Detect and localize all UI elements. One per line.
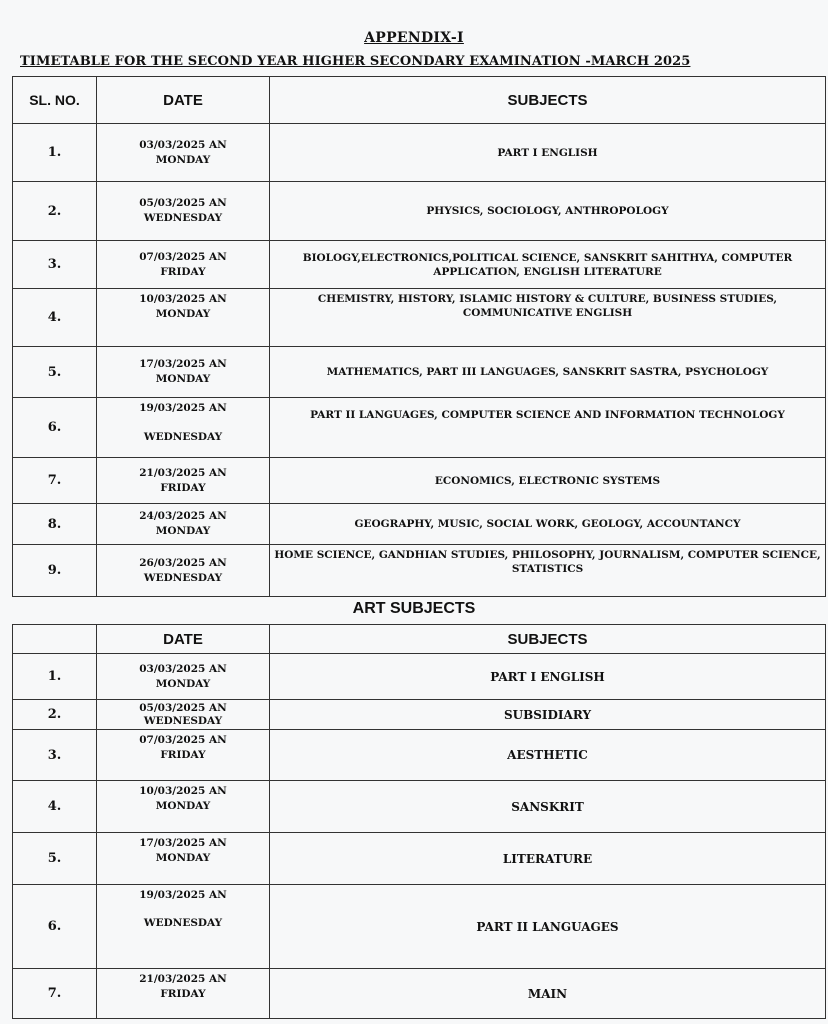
sl-number: 8. [13, 504, 97, 545]
table-row [13, 700, 826, 730]
day-text: MONDAY [155, 852, 211, 864]
subjects-cell: GEOGRAPHY, MUSIC, SOCIAL WORK, GEOLOGY, ACCOUNTANCY [270, 504, 826, 545]
subjects-cell: CHEMISTRY, HISTORY, ISLAMIC HISTORY & CULTURE, BUSINESS STUDIES, COMMUNICATIVE ENGLISH [270, 289, 826, 347]
day-text: FRIDAY [160, 481, 206, 494]
exam-date [97, 545, 270, 597]
col-header-subjects: SUBJECTS [270, 77, 826, 124]
sl-number: 2. [13, 700, 97, 730]
sl-number: 3. [13, 730, 97, 781]
date-text: 21/03/2025 AN [139, 466, 227, 479]
date-text: 07/03/2025 AN [139, 734, 227, 746]
table-row [13, 289, 826, 347]
exam-date [97, 398, 270, 458]
sl-number: 7. [13, 458, 97, 504]
subjects-cell: AESTHETIC [270, 730, 826, 781]
exam-date [97, 730, 270, 781]
day-text: MONDAY [155, 677, 211, 690]
subjects-cell: BIOLOGY,ELECTRONICS,POLITICAL SCIENCE, SANSKRIT SAHITHYA, COMPUTER APPLICATION, ENGLISH LITERATURE [270, 241, 826, 289]
subjects-cell: SANSKRIT [270, 781, 826, 833]
exam-date [97, 654, 270, 700]
subjects-cell: PART I ENGLISH [270, 654, 826, 700]
date-text: 17/03/2025 AN [139, 837, 227, 849]
date-text: 10/03/2025 AN [139, 785, 227, 797]
table-row [13, 885, 826, 969]
subjects-cell: LITERATURE [270, 833, 826, 885]
date-text: 24/03/2025 AN [139, 510, 227, 522]
day-text: WEDNESDAY [143, 212, 223, 224]
exam-date [97, 458, 270, 504]
day-text: MONDAY [155, 153, 211, 166]
subjects-cell: MATHEMATICS, PART III LANGUAGES, SANSKRIT SASTRA, PSYCHOLOGY [270, 347, 826, 398]
col-header-date: DATE [97, 77, 270, 124]
day-text: MONDAY [155, 525, 211, 537]
exam-date [97, 969, 270, 1019]
date-text: 10/03/2025 AN [139, 293, 227, 305]
exam-date [97, 885, 270, 969]
exam-date [97, 781, 270, 833]
art-subjects-heading: ART SUBJECTS [352, 600, 476, 617]
table-row [13, 458, 826, 504]
table-row [13, 124, 826, 182]
day-text: MONDAY [155, 373, 211, 385]
sl-number: 2. [13, 182, 97, 241]
exam-date [97, 833, 270, 885]
sl-number: 7. [13, 969, 97, 1019]
table-header-row [13, 77, 826, 124]
sl-number: 4. [13, 781, 97, 833]
col-header-sl [13, 625, 97, 654]
day-text: FRIDAY [160, 265, 206, 278]
table-row [13, 347, 826, 398]
document-title: TIMETABLE FOR THE SECOND YEAR HIGHER SECONDARY EXAMINATION -MARCH 2025 [20, 54, 691, 69]
day-text: WEDNESDAY [143, 571, 223, 584]
subjects-cell: PHYSICS, SOCIOLOGY, ANTHROPOLOGY [270, 182, 826, 241]
sl-number: 3. [13, 241, 97, 289]
col-header-sl: SL. NO. [13, 77, 97, 124]
col-header-subjects: SUBJECTS [270, 625, 826, 654]
date-text: 03/03/2025 AN [139, 662, 227, 675]
table-row [13, 241, 826, 289]
table-row [13, 182, 826, 241]
art-subjects-timetable [12, 624, 826, 1019]
appendix-heading: APPENDIX-I [364, 30, 464, 46]
day-text: MONDAY [155, 800, 211, 812]
exam-date [97, 241, 270, 289]
day-text: WEDNESDAY [143, 431, 223, 443]
table-header-row [13, 625, 826, 654]
day-text: WEDNESDAY [143, 714, 223, 727]
sl-number: 6. [13, 885, 97, 969]
subjects-cell: ECONOMICS, ELECTRONIC SYSTEMS [270, 458, 826, 504]
sl-number: 9. [13, 545, 97, 597]
table-row [13, 504, 826, 545]
table-row [13, 833, 826, 885]
date-text: 05/03/2025 AN [139, 701, 227, 714]
col-header-date: DATE [97, 625, 270, 654]
sl-number: 5. [13, 833, 97, 885]
date-text: 17/03/2025 AN [139, 358, 227, 370]
date-text: 26/03/2025 AN [139, 556, 227, 569]
sl-number: 1. [13, 654, 97, 700]
subjects-cell: PART II LANGUAGES, COMPUTER SCIENCE AND INFORMATION TECHNOLOGY [270, 398, 826, 458]
sl-number: 4. [13, 289, 97, 347]
exam-date [97, 124, 270, 182]
subjects-cell: MAIN [270, 969, 826, 1019]
day-text: FRIDAY [160, 988, 206, 1000]
table-row [13, 398, 826, 458]
main-timetable [12, 76, 826, 597]
exam-date [97, 289, 270, 347]
subjects-cell: SUBSIDIARY [270, 700, 826, 730]
day-text: MONDAY [155, 308, 211, 320]
exam-date [97, 504, 270, 545]
subjects-cell: PART I ENGLISH [270, 124, 826, 182]
exam-date [97, 700, 270, 730]
date-text: 05/03/2025 AN [139, 197, 227, 209]
sl-number: 6. [13, 398, 97, 458]
day-text: WEDNESDAY [143, 917, 223, 929]
date-text: 03/03/2025 AN [139, 138, 227, 151]
subjects-cell: HOME SCIENCE, GANDHIAN STUDIES, PHILOSOPHY, JOURNALISM, COMPUTER SCIENCE, STATISTICS [270, 545, 826, 597]
sl-number: 5. [13, 347, 97, 398]
exam-date [97, 347, 270, 398]
date-text: 07/03/2025 AN [139, 250, 227, 263]
sl-number: 1. [13, 124, 97, 182]
exam-date [97, 182, 270, 241]
table-row [13, 969, 826, 1019]
table-row [13, 654, 826, 700]
date-text: 19/03/2025 AN [139, 889, 227, 901]
subjects-cell: PART II LANGUAGES [270, 885, 826, 969]
table-row [13, 730, 826, 781]
table-row [13, 545, 826, 597]
date-text: 21/03/2025 AN [139, 973, 227, 985]
day-text: FRIDAY [160, 749, 206, 761]
table-row [13, 781, 826, 833]
date-text: 19/03/2025 AN [139, 402, 227, 414]
